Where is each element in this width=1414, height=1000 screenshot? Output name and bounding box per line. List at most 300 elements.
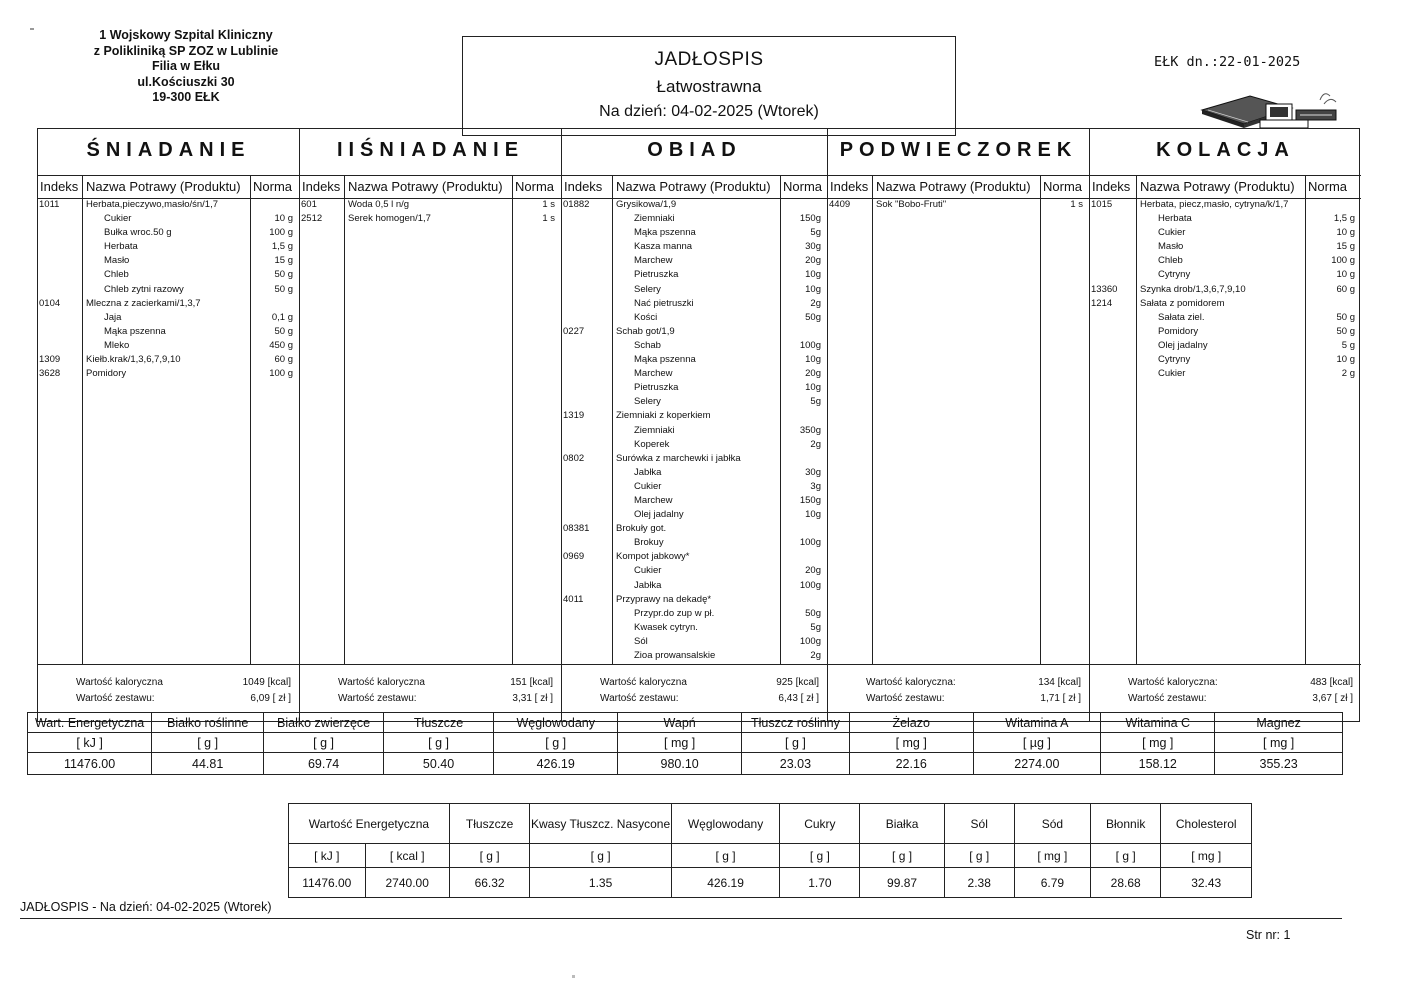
nutrient-unit: [ g ] [944,844,1014,868]
norm-value: 50g [805,311,821,323]
column-divider [512,175,513,665]
ingredient-name: Koperek [634,438,670,450]
ingredient-name: Pietruszka [634,382,679,394]
norm-value: 100g [799,339,821,351]
ingredient-name: Cukier [634,480,662,492]
dish-name: Pomidory [86,368,127,380]
nutrient-header: Białka [860,804,944,844]
dish-list [300,199,561,227]
nutrient-unit: [ g ] [671,844,779,868]
norm-value: 1 s [542,199,555,210]
scan-speck [572,975,575,978]
nutrient-unit: [ mg ] [1014,844,1090,868]
ingredient-name: Przypr.do zup w pł. [634,607,715,619]
norm-value: 50 g [274,269,293,281]
ingredient-name: Masło [104,255,130,267]
menu-row [562,481,827,495]
ingredient-name: Cukier [1158,368,1186,380]
norm-value: 60 g [274,354,293,366]
norm-value: 1 s [1070,199,1083,210]
hospital-address [80,28,292,106]
meal-title: PODWIECZOREK [839,139,1078,161]
org-line: Filia w Ełku [151,59,221,73]
dish-name: Herbata,pieczywo,masło/śn/1,7 [86,199,219,210]
footer-line [20,918,1342,919]
menu-row [828,199,1089,213]
book-computer-icon [1200,86,1340,132]
dish-list [828,199,1089,213]
nutrient-value: 2274.00 [973,753,1101,775]
diet-name: Łatwostrawna [656,77,762,96]
meal-kolacja [1090,129,1361,721]
page-number: Str nr: 1 [1246,928,1291,942]
menu-row [1090,312,1361,326]
ingredient-name: Cytryny [1158,269,1191,281]
dish-index: 1319 [563,410,585,422]
ingredient-name: Chleb [104,269,129,281]
dish-index: 0227 [563,325,585,337]
ingredient-name: Sól [634,635,648,647]
meal-title: OBIAD [647,139,742,161]
menu-row [38,241,299,255]
ingredient-name: Zioa prowansalskie [634,650,716,661]
norm-value: 30g [805,241,821,253]
menu-row [562,396,827,410]
ingredient-name: Jabłka [634,579,662,591]
ingredient-name: Nać pietruszki [634,297,694,309]
norm-value: 5g [810,621,821,633]
column-divider [1040,175,1041,665]
kcal-value: 151 [kcal] [510,677,553,688]
ingredient-name: Ziemniaki [634,213,675,225]
cost-value: 6,09 [ zł ] [250,693,291,704]
dish-name: Szynka drob/1,3,6,7,9,10 [1140,283,1246,295]
column-divider [872,175,873,665]
menu-row [562,269,827,283]
nutrient-value: 11476.00 [289,868,366,898]
nutrient-value: 6.79 [1014,868,1090,898]
header-index: Indeks [302,179,341,194]
menu-row [1090,241,1361,255]
dish-name: Grysikowa/1,9 [616,199,677,210]
nutrient-value: 32.43 [1161,868,1252,898]
nutrient-unit: [ mg ] [1101,733,1215,753]
nutrient-value: 426.19 [494,753,618,775]
menu-date: Na dzień: 04-02-2025 (Wtorek) [599,103,819,120]
ingredient-name: Selery [634,396,661,408]
ingredient-name: Kasza manna [634,241,693,253]
nutrient-unit: [ g ] [780,844,860,868]
header-index: Indeks [564,179,603,194]
column-headers [1090,175,1361,199]
ingredient-name: Mąka pszenna [104,325,166,337]
menu-row [38,340,299,354]
cost-value: 1,71 [ zł ] [1040,693,1081,704]
norm-value: 50 g [274,325,293,337]
menu-row [300,199,561,213]
norm-value: 50 g [1336,311,1355,323]
dish-list [1090,199,1361,382]
ingredient-name: Mleko [104,339,130,351]
menu-row [1090,213,1361,227]
norm-value: 15 g [274,255,293,267]
norm-value: 5g [810,227,821,239]
nutrient-header: Witamina C [1101,713,1215,733]
nutrient-unit: [ g ] [741,733,849,753]
menu-row [562,467,827,481]
org-line: 1 Wojskowy Szpital Kliniczny [99,28,273,42]
ingredient-name: Pomidory [1158,325,1199,337]
menu-table [37,128,1360,722]
cost-label: Wartość zestawu: [76,693,155,704]
nutrient-header: Białko roślinne [152,713,264,733]
norm-value: 20g [805,368,821,380]
norm-value: 10 g [1336,269,1355,281]
ingredient-name: Masło [1158,241,1184,253]
norm-value: 3g [810,480,821,492]
nutrition-table [27,712,1343,775]
dish-list [38,199,299,382]
nutrient-header: Tłuszcze [449,804,529,844]
ingredient-name: Marchew [634,368,673,380]
document-title: JADŁOSPIS [654,49,764,70]
menu-row [1090,255,1361,269]
dish-index: 0969 [563,551,585,563]
ingredient-name: Cukier [1158,227,1186,239]
menu-row [562,382,827,396]
column-headers [300,175,561,199]
dish-name: Serek homogen/1,7 [348,213,431,225]
norm-value: 1,5 g [271,241,293,253]
kcal-label: Wartość kaloryczna [338,677,425,688]
menu-row [38,326,299,340]
footer-signature: JADŁOSPIS - Na dzień: 04-02-2025 (Wtorek) [20,900,272,914]
menu-row [562,368,827,382]
nutrient-unit: [ kJ ] [289,844,366,868]
menu-row [38,354,299,368]
menu-row [562,298,827,312]
norm-value: 450 g [269,339,293,351]
menu-row [1090,199,1361,213]
kcal-label: Wartość kaloryczna: [1128,677,1218,688]
dish-index: 1015 [1091,199,1113,210]
norm-value: 100 g [269,368,293,380]
ingredient-name: Pietruszka [634,269,679,281]
ingredient-name: Kości [634,311,658,323]
nutrient-unit: [ g ] [384,733,494,753]
column-headers [562,175,827,199]
menu-row [1090,298,1361,312]
norm-value: 2g [810,650,821,661]
menu-row [38,312,299,326]
nutrient-header: Błonnik [1090,804,1160,844]
dish-index: 601 [301,199,317,210]
nutrient-value: 66.32 [449,868,529,898]
org-line: z Polikliniką SP ZOZ w Lublinie [93,43,279,58]
cost-value: 6,43 [ zł ] [778,693,819,704]
dish-index: 3628 [39,368,61,380]
norm-value: 2g [810,297,821,309]
title-box [462,36,956,136]
nutrient-value: 426.19 [671,868,779,898]
header-name: Nazwa Potrawy (Produktu) [616,179,771,194]
menu-row [562,213,827,227]
nutrient-value: 355.23 [1215,753,1343,775]
menu-row [562,608,827,622]
header-name: Nazwa Potrawy (Produktu) [1140,179,1295,194]
menu-row [38,269,299,283]
dish-name: Ziemniaki z koperkiem [616,410,711,422]
norm-value: 100g [799,635,821,647]
norm-value: 1,5 g [1333,213,1355,225]
dish-index: 08381 [563,523,590,535]
nutrient-header: Cholesterol [1161,804,1252,844]
cost-label: Wartość zestawu: [866,693,945,704]
kcal-value: 483 [kcal] [1310,677,1353,688]
dish-name: Herbata, piecz,masło, cytryna/k/1,7 [1140,199,1289,210]
norm-value: 60 g [1336,283,1355,295]
menu-row [1090,354,1361,368]
norm-value: 10 g [274,213,293,225]
kcal-value: 1049 [kcal] [242,677,291,688]
nutrient-unit: [ g ] [152,733,264,753]
meal-title: KOLACJA [1156,139,1295,161]
header-index: Indeks [40,179,79,194]
column-headers [38,175,299,199]
ingredient-name: Selery [634,283,661,295]
norm-value: 20g [805,565,821,577]
nutrient-unit: [ g ] [530,844,672,868]
nutrient-value: 50.40 [384,753,494,775]
norm-value: 30g [805,466,821,478]
menu-row [38,199,299,213]
menu-row [562,495,827,509]
norm-value: 100 g [1331,255,1355,267]
ingredient-name: Cukier [104,213,132,225]
nutrient-value: 44.81 [152,753,264,775]
nutrient-unit: [ g ] [494,733,618,753]
dish-name: Sałata z pomidorem [1140,297,1225,309]
menu-row [1090,284,1361,298]
menu-row [300,213,561,227]
nutrient-header: Wartość Energetyczna [289,804,450,844]
menu-row [562,340,827,354]
nutrient-header: Sód [1014,804,1090,844]
norm-value: 100g [799,579,821,591]
menu-row [562,284,827,298]
nutrient-header: Węglowodany [494,713,618,733]
ingredient-name: Mąka pszenna [634,227,696,239]
norm-value: 10 g [1336,354,1355,366]
nutrient-header: Sól [944,804,1014,844]
menu-row [1090,368,1361,382]
ingredient-name: Cukier [634,565,662,577]
cost-label: Wartość zestawu: [1128,693,1207,704]
nutrient-header: Żelazo [849,713,973,733]
norm-value: 2 g [1341,368,1355,380]
dish-name: Kompot jabkowy* [616,551,690,563]
header-norm: Norma [783,179,823,194]
nutrient-value: 11476.00 [28,753,152,775]
menu-row [562,537,827,551]
meal-sniadanie [38,129,300,721]
header-norm: Norma [515,179,555,194]
menu-row [562,453,827,467]
ingredient-name: Herbata [1158,213,1192,225]
nutrient-unit: [ kcal ] [365,844,449,868]
kcal-label: Wartość kaloryczna: [866,677,956,688]
ingredient-name: Ziemniaki [634,424,675,436]
cost-value: 3,31 [ zł ] [512,693,553,704]
dish-index: 01882 [563,199,590,210]
menu-row [562,636,827,650]
menu-row [38,298,299,312]
menu-row [562,326,827,340]
dish-name: Schab got/1,9 [616,325,675,337]
dish-index: 4011 [563,593,584,605]
nutrient-header: Witamina A [973,713,1101,733]
meal-title: IIŚNIADANIE [336,139,525,161]
nutrient-unit: [ µg ] [973,733,1101,753]
menu-row [562,354,827,368]
dish-index: 4409 [829,199,851,210]
place-date: EŁK dn.:22-01-2025 [1154,54,1301,70]
meal-obiad [562,129,828,721]
header-norm: Norma [1308,179,1348,194]
meal-podwieczorek [828,129,1090,721]
menu-row [1090,269,1361,283]
header-name: Nazwa Potrawy (Produktu) [348,179,503,194]
column-divider [344,175,345,665]
menu-row [38,368,299,382]
nutrient-value: 1.35 [530,868,672,898]
ingredient-name: Herbata [104,241,138,253]
norm-value: 5g [810,396,821,408]
menu-row [38,227,299,241]
dish-name: Woda 0,5 l n/g [348,199,410,210]
ingredient-name: Brokuy [634,537,664,549]
norm-value: 0,1 g [271,311,293,323]
dish-index: 2512 [301,213,323,225]
nutrient-unit: [ g ] [860,844,944,868]
norm-value: 15 g [1336,241,1355,253]
nutrient-value: 2740.00 [365,868,449,898]
dish-index: 0802 [563,452,585,464]
org-line: ul.Kościuszki 30 [137,74,235,89]
nutrient-value: 99.87 [860,868,944,898]
ingredient-name: Jabłka [634,466,662,478]
nutrition-summary-table [288,803,1252,898]
dish-name: Brokuły got. [616,523,667,535]
meal-ii-sniadanie [300,129,562,721]
header-name: Nazwa Potrawy (Produktu) [876,179,1031,194]
norm-value: 150g [799,213,821,225]
nutrient-header: Wapń [618,713,742,733]
norm-value: 20g [805,255,821,267]
menu-row [1090,340,1361,354]
norm-value: 5 g [1341,339,1355,351]
ingredient-name: Kwasek cytryn. [634,621,698,633]
menu-row [562,551,827,565]
dish-name: Mleczna z zacierkami/1,3,7 [86,297,201,309]
nutrient-value: 1.70 [780,868,860,898]
header-index: Indeks [1092,179,1131,194]
ingredient-name: Chleb [1158,255,1183,267]
ingredient-name: Marchew [634,255,673,267]
nutrient-value: 23.03 [741,753,849,775]
nutrient-value: 28.68 [1090,868,1160,898]
menu-row [562,227,827,241]
dish-name: Sok "Bobo-Fruti" [876,199,947,210]
ingredient-name: Olej jadalny [634,509,684,521]
nutrient-header: Wart. Energetyczna [28,713,152,733]
menu-row [562,650,827,664]
kcal-label: Wartość kaloryczna [600,677,687,688]
column-headers [828,175,1089,199]
menu-row [562,410,827,424]
menu-row [562,255,827,269]
menu-row [562,312,827,326]
dish-index: 1011 [39,199,60,210]
cost-value: 3,67 [ zł ] [1312,693,1353,704]
menu-row [562,509,827,523]
norm-value: 50 g [274,283,293,295]
nutrient-unit: [ kJ ] [28,733,152,753]
nutrient-unit: [ mg ] [618,733,742,753]
ingredient-name: Sałata ziel. [1158,311,1205,323]
nutrient-unit: [ g ] [1090,844,1160,868]
nutrient-value: 22.16 [849,753,973,775]
norm-value: 50g [805,607,821,619]
menu-row [562,565,827,579]
menu-row [562,439,827,453]
header-index: Indeks [830,179,869,194]
nutrient-unit: [ mg ] [849,733,973,753]
norm-value: 100g [799,537,821,549]
dish-name: Surówka z marchewki i jabłka [616,452,741,464]
nutrient-value: 2.38 [944,868,1014,898]
norm-value: 2g [810,438,821,450]
nutrient-unit: [ mg ] [1215,733,1343,753]
dish-index: 13360 [1091,283,1118,295]
menu-row [1090,227,1361,241]
kcal-value: 134 [kcal] [1038,677,1081,688]
norm-value: 350g [799,424,821,436]
nutrient-header: Tłuszcz roślinny [741,713,849,733]
norm-value: 10g [805,269,821,281]
norm-value: 150g [799,494,821,506]
dish-index: 1309 [39,354,61,366]
menu-row [562,622,827,636]
nutrient-value: 158.12 [1101,753,1215,775]
menu-row [562,580,827,594]
ingredient-name: Olej jadalny [1158,339,1208,351]
norm-value: 10g [805,382,821,394]
ingredient-name: Mąka pszenna [634,354,696,366]
ingredient-name: Marchew [634,494,673,506]
menu-row [562,241,827,255]
norm-value: 10g [805,509,821,521]
nutrient-value: 980.10 [618,753,742,775]
header-norm: Norma [253,179,293,194]
nutrient-header: Magnez [1215,713,1343,733]
nutrient-unit: [ g ] [264,733,384,753]
nutrient-value: 69.74 [264,753,384,775]
menu-row [562,199,827,213]
menu-row [562,594,827,608]
menu-row [1090,326,1361,340]
norm-value: 100 g [269,227,293,239]
